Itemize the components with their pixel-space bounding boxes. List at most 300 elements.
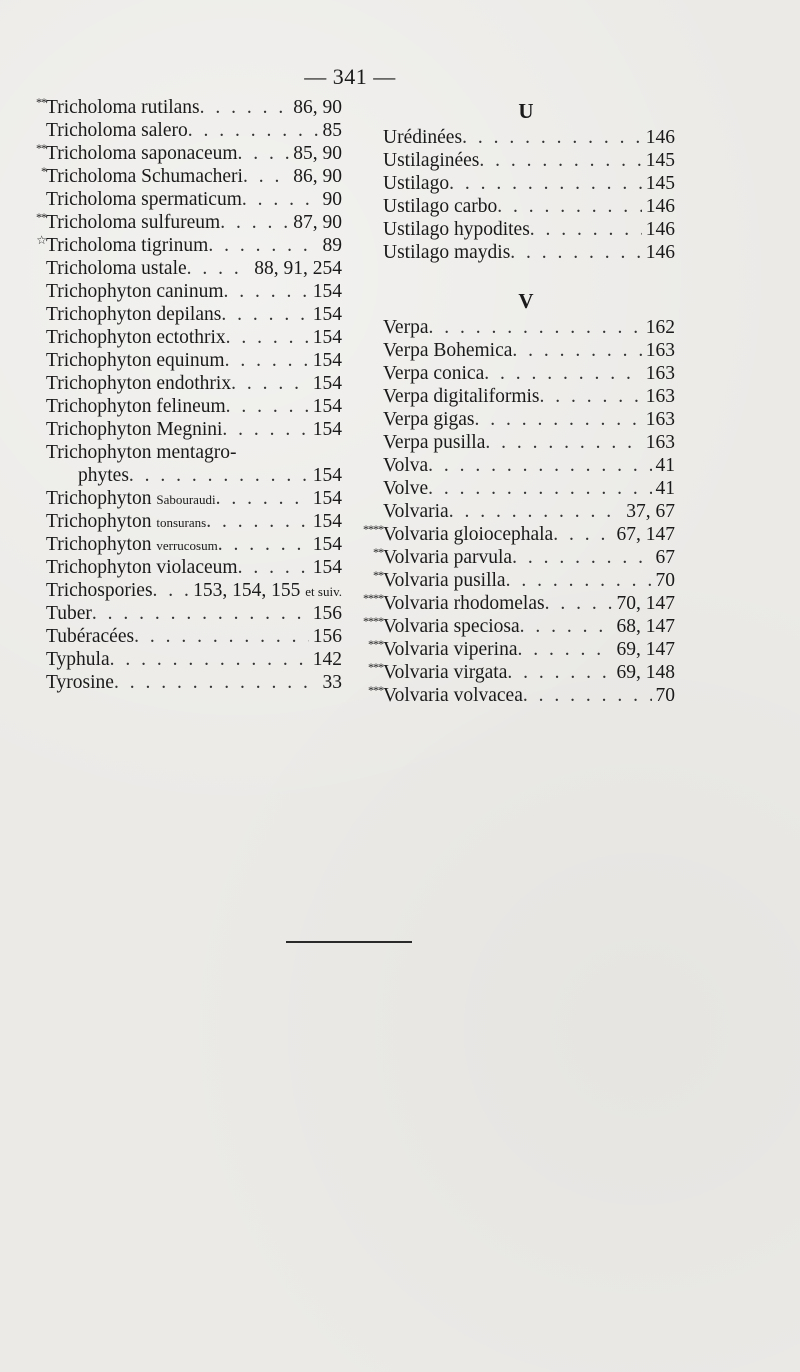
entry-name xyxy=(46,349,225,372)
section-heading-u: U xyxy=(518,99,534,123)
entry-pages-text: 154 xyxy=(312,304,342,325)
entry-pages-text: 154 xyxy=(312,281,342,302)
entry-pages-text: 154 xyxy=(312,534,342,555)
entry-name-text: Ustilago maydis xyxy=(383,242,511,263)
entry-pages xyxy=(309,464,342,487)
entry-name xyxy=(46,579,153,602)
entry-pages-text: 154 xyxy=(312,350,342,371)
entry-name xyxy=(383,362,484,385)
index-entry xyxy=(355,218,675,241)
leader-dots xyxy=(462,126,642,149)
leader-dots xyxy=(449,172,642,195)
entry-name xyxy=(383,385,540,408)
entry-pages xyxy=(652,684,676,707)
entry-pages xyxy=(309,372,342,395)
leader-dots xyxy=(428,316,641,339)
entry-name-text: Trichophyton depilans xyxy=(46,304,222,325)
entry-pages-text: 70, 147 xyxy=(616,593,675,614)
entry-name xyxy=(383,454,428,477)
entry-pages-text: 145 xyxy=(645,173,675,194)
entry-pages-text: 41 xyxy=(655,455,675,476)
entry-marker: **** xyxy=(363,591,383,605)
leader-dots xyxy=(475,408,642,431)
entry-name xyxy=(46,188,242,211)
entry-pages-text: 154 xyxy=(312,419,342,440)
entry-pages xyxy=(250,257,342,280)
entry-name-text: Verpa digitaliformis xyxy=(383,386,540,407)
entry-name xyxy=(46,234,208,257)
entry-name xyxy=(46,165,243,188)
section-u-entries xyxy=(355,126,675,264)
entry-pages xyxy=(642,316,675,339)
section-v-entries xyxy=(355,316,675,707)
entry-marker: ** xyxy=(36,141,46,155)
left-column xyxy=(30,96,342,694)
entry-marker: **** xyxy=(363,614,383,628)
entry-name-text: Trichospories xyxy=(46,580,153,601)
leader-dots xyxy=(428,454,651,477)
entry-pages-text: 88, 91, 254 xyxy=(254,258,342,279)
entry-pages xyxy=(642,218,675,241)
leader-dots xyxy=(206,510,309,533)
entry-pages xyxy=(319,234,343,257)
leader-dots xyxy=(512,339,641,362)
entry-marker: * xyxy=(41,164,46,178)
section-heading-v: V xyxy=(518,289,534,313)
entry-pages-text: 86, 90 xyxy=(293,166,342,187)
index-entry xyxy=(30,96,342,119)
entry-pages xyxy=(289,142,342,165)
entry-pages-text: 85, 90 xyxy=(293,143,342,164)
entry-pages xyxy=(309,625,342,648)
entry-name-text: Volvaria parvula xyxy=(383,547,513,568)
entry-pages xyxy=(622,500,675,523)
entry-marker: ** xyxy=(36,95,46,109)
entry-pages xyxy=(613,661,676,684)
entry-pages-text: 69, 147 xyxy=(616,639,675,660)
entry-pages xyxy=(309,648,342,671)
entry-pages xyxy=(289,165,342,188)
entry-name-small: tonsurans xyxy=(156,515,207,530)
index-entry xyxy=(30,648,342,671)
entry-pages-text: 41 xyxy=(655,478,675,499)
entry-pages-text: 163 xyxy=(645,409,675,430)
leader-dots xyxy=(520,615,613,638)
entry-pages-text: 154 xyxy=(312,327,342,348)
entry-pages xyxy=(613,592,676,615)
leader-dots xyxy=(507,661,612,684)
entry-name xyxy=(46,464,129,487)
entry-name xyxy=(46,395,226,418)
index-entry xyxy=(355,431,675,454)
entry-name-text: Urédinées xyxy=(383,127,463,148)
entry-name xyxy=(46,487,216,511)
index-entry xyxy=(30,119,342,142)
index-entry xyxy=(355,546,675,569)
entry-name-text: Tubéracées xyxy=(46,626,135,647)
index-entry xyxy=(30,142,342,165)
leader-dots xyxy=(242,188,319,211)
entry-name-text: Volvaria volvacea xyxy=(383,685,523,706)
leader-dots xyxy=(153,579,190,602)
entry-pages xyxy=(613,615,676,638)
leader-dots xyxy=(506,569,652,592)
entry-name xyxy=(46,257,187,280)
entry-pages-text: 146 xyxy=(645,242,675,263)
entry-pages-text: 154 xyxy=(312,396,342,417)
leader-dots xyxy=(225,349,309,372)
entry-pages xyxy=(309,303,342,326)
leader-dots xyxy=(223,280,308,303)
entry-pages xyxy=(642,172,675,195)
leader-dots xyxy=(188,119,319,142)
entry-pages-text: 70 xyxy=(655,570,675,591)
entry-name xyxy=(46,625,134,648)
entry-pages-text: 163 xyxy=(645,386,675,407)
entry-pages-text: 67, 147 xyxy=(616,524,675,545)
entry-pages xyxy=(289,211,342,234)
entry-name-text: Verpa gigas xyxy=(383,409,475,430)
entry-name-text: Tricholoma ustale xyxy=(46,258,187,279)
leader-dots xyxy=(129,464,309,487)
entry-name xyxy=(46,418,222,441)
index-entry xyxy=(30,349,342,372)
entry-pages xyxy=(642,241,675,264)
leader-dots xyxy=(545,592,613,615)
leader-dots xyxy=(110,648,309,671)
entry-name-text: Trichophyton mentagro- xyxy=(46,442,237,463)
entry-pages-text: 89 xyxy=(322,235,342,256)
leader-dots xyxy=(497,195,641,218)
entry-pages-text: 142 xyxy=(312,649,342,670)
entry-pages-text: 163 xyxy=(645,432,675,453)
index-entry xyxy=(355,172,675,195)
entry-marker: ** xyxy=(373,568,383,582)
entry-name-small: verrucosum xyxy=(156,538,218,553)
entry-pages xyxy=(309,280,342,303)
index-entry xyxy=(355,684,675,707)
entry-name xyxy=(46,119,188,142)
entry-name xyxy=(383,661,507,684)
entry-pages-text: 85 xyxy=(322,120,342,141)
entry-pages-text: 90 xyxy=(322,189,342,210)
entry-pages-text: 67 xyxy=(655,547,675,568)
entry-pages-text: 156 xyxy=(312,603,342,624)
index-entry xyxy=(30,372,342,395)
entry-name xyxy=(383,316,428,339)
entry-pages xyxy=(652,569,676,592)
entry-pages-text: 146 xyxy=(645,127,675,148)
index-entry xyxy=(30,441,342,464)
entry-name-text: Trichophyton xyxy=(46,534,152,555)
leader-dots xyxy=(523,684,652,707)
entry-pages-text: 154 xyxy=(312,488,342,509)
entry-name-text: Trichophyton endothrix xyxy=(46,373,232,394)
index-entry xyxy=(355,454,675,477)
entry-pages xyxy=(642,339,675,362)
entry-name-text: Tricholoma salero xyxy=(46,120,188,141)
entry-name xyxy=(383,172,449,195)
entry-marker: *** xyxy=(368,637,383,651)
entry-marker: *** xyxy=(368,683,383,697)
entry-pages-text: 70 xyxy=(655,685,675,706)
index-entry xyxy=(355,126,675,149)
entry-name-text: Typhula xyxy=(46,649,110,670)
entry-name-text: Volvaria rhodomelas xyxy=(383,593,545,614)
index-entry xyxy=(355,477,675,500)
entry-name xyxy=(383,523,553,546)
leader-dots xyxy=(226,395,309,418)
index-entry xyxy=(30,602,342,625)
leader-dots xyxy=(238,142,290,165)
entry-name-text: Tricholoma saponaceum xyxy=(46,143,238,164)
entry-pages-text: 69, 148 xyxy=(616,662,675,683)
section-gap xyxy=(355,264,675,286)
index-entry xyxy=(355,385,675,408)
entry-pages-text: 146 xyxy=(645,219,675,240)
entry-pages xyxy=(319,119,343,142)
entry-name-text: Tricholoma tigrinum xyxy=(46,235,209,256)
entry-pages xyxy=(309,602,342,625)
entry-name xyxy=(383,477,428,500)
entry-pages xyxy=(309,418,342,441)
entry-marker: ☆ xyxy=(36,233,46,247)
leader-dots xyxy=(200,96,290,119)
leader-dots xyxy=(92,602,309,625)
entry-pages-text: 146 xyxy=(645,196,675,217)
index-entry xyxy=(30,418,342,441)
entry-name xyxy=(383,500,449,523)
leader-dots xyxy=(517,638,612,661)
entry-name-text: Tricholoma sulfureum xyxy=(46,212,221,233)
entry-name xyxy=(46,648,110,671)
entry-name-text: Verpa Bohemica xyxy=(383,340,513,361)
leader-dots xyxy=(231,372,309,395)
index-entry xyxy=(30,234,342,257)
entry-name-text: Tricholoma Schumacheri xyxy=(46,166,243,187)
leader-dots xyxy=(218,533,309,556)
entry-pages xyxy=(189,579,342,603)
leader-dots xyxy=(530,218,642,241)
entry-pages-text: 145 xyxy=(645,150,675,171)
index-entry xyxy=(355,408,675,431)
entry-name xyxy=(46,96,200,119)
entry-pages xyxy=(652,477,676,500)
entry-pages xyxy=(309,395,342,418)
entry-pages xyxy=(652,454,676,477)
entry-name xyxy=(46,441,236,464)
entry-name xyxy=(383,684,523,707)
page-number: — 341 — xyxy=(304,64,396,89)
entry-pages-text: 86, 90 xyxy=(293,97,342,118)
entry-name xyxy=(46,602,92,625)
index-entry xyxy=(30,188,342,211)
leader-dots xyxy=(221,303,308,326)
entry-name-text: Trichophyton xyxy=(46,511,152,532)
entry-pages xyxy=(309,349,342,372)
leader-dots xyxy=(187,257,251,280)
entry-pages xyxy=(319,671,343,694)
entry-pages xyxy=(642,362,675,385)
end-rule xyxy=(286,941,412,943)
index-entry xyxy=(30,395,342,418)
entry-name-text: Ustilaginées xyxy=(383,150,480,171)
entry-pages xyxy=(613,523,676,546)
entry-pages xyxy=(309,533,342,556)
entry-name xyxy=(383,149,479,172)
entry-name xyxy=(46,510,206,534)
entry-name-text: Ustilago xyxy=(383,173,450,194)
index-entry xyxy=(355,500,675,523)
entry-name xyxy=(383,126,462,149)
entry-marker: ** xyxy=(36,210,46,224)
leader-dots xyxy=(222,418,308,441)
entry-pages-text: 37, 67 xyxy=(626,501,675,522)
leader-dots xyxy=(428,477,651,500)
entry-name-text: Trichophyton felineum xyxy=(46,396,226,417)
entry-pages-text: 68, 147 xyxy=(616,616,675,637)
entry-name-text: Volvaria gloiocephala xyxy=(383,524,554,545)
entry-name-text: Verpa pusilla xyxy=(383,432,486,453)
entry-pages-text: 163 xyxy=(645,363,675,384)
index-entry xyxy=(355,638,675,661)
entry-name xyxy=(46,280,223,303)
entry-pages-text: 87, 90 xyxy=(293,212,342,233)
entry-name-text: Ustilago hypodites xyxy=(383,219,530,240)
entry-name xyxy=(383,431,485,454)
entry-name-text: Volvaria speciosa xyxy=(383,616,520,637)
index-entry xyxy=(355,569,675,592)
index-entry xyxy=(30,303,342,326)
entry-pages-text: 163 xyxy=(645,340,675,361)
index-entry xyxy=(355,592,675,615)
index-entry xyxy=(30,487,342,510)
index-entry xyxy=(30,671,342,694)
index-entry xyxy=(30,280,342,303)
leader-dots xyxy=(220,211,289,234)
entry-pages-text: 33 xyxy=(322,672,342,693)
index-entry xyxy=(30,579,342,602)
index-entry xyxy=(355,523,675,546)
entry-pages xyxy=(289,96,342,119)
entry-name xyxy=(46,372,231,395)
entry-pages xyxy=(309,510,342,533)
entry-name xyxy=(46,533,218,557)
entry-name-text: Volvaria viperina xyxy=(383,639,518,660)
index-entry xyxy=(30,326,342,349)
entry-pages xyxy=(309,326,342,349)
entry-name xyxy=(383,408,475,431)
entry-name-text: Volvaria pusilla xyxy=(383,570,506,591)
leader-dots xyxy=(114,671,319,694)
leader-dots xyxy=(243,165,289,188)
entry-pages xyxy=(319,188,343,211)
entry-pages xyxy=(642,408,675,431)
leader-dots xyxy=(479,149,641,172)
index-entry xyxy=(30,533,342,556)
leader-dots xyxy=(226,326,309,349)
entry-name xyxy=(383,546,512,569)
entry-pages xyxy=(642,195,675,218)
index-entry xyxy=(355,339,675,362)
entry-name xyxy=(46,556,238,579)
index-entry xyxy=(30,556,342,579)
leader-dots xyxy=(208,234,318,257)
entry-pages-text: 154 xyxy=(312,465,342,486)
entry-name-text: Ustilago carbo xyxy=(383,196,498,217)
entry-marker: ** xyxy=(373,545,383,559)
index-entry xyxy=(355,241,675,264)
entry-marker: *** xyxy=(368,660,383,674)
leader-dots xyxy=(484,362,642,385)
entry-name-text: Tricholoma spermaticum xyxy=(46,189,242,210)
entry-pages-text: 154 xyxy=(312,373,342,394)
entry-name xyxy=(383,615,520,638)
leader-dots xyxy=(553,523,612,546)
entry-name xyxy=(46,303,221,326)
entry-name-text: phytes xyxy=(78,465,129,486)
entry-name xyxy=(46,326,226,349)
entry-name xyxy=(383,592,545,615)
entry-name xyxy=(46,142,238,165)
index-entry xyxy=(30,510,342,533)
entry-pages-text: 162 xyxy=(645,317,675,338)
leader-dots xyxy=(238,556,309,579)
entry-pages-text: 154 xyxy=(312,557,342,578)
entry-name xyxy=(46,211,220,234)
entry-name-text: Trichophyton equinum xyxy=(46,350,225,371)
entry-name xyxy=(383,569,506,592)
entry-name-text: Tricholoma rutilans xyxy=(46,97,200,118)
entry-name-text: Trichophyton ectothrix xyxy=(46,327,226,348)
entry-name xyxy=(383,218,530,241)
entry-pages xyxy=(642,149,675,172)
entry-name xyxy=(383,241,510,264)
right-column xyxy=(355,96,675,707)
index-entry xyxy=(355,661,675,684)
index-entry xyxy=(355,615,675,638)
entry-name-text: Volva xyxy=(383,455,429,476)
entry-pages xyxy=(652,546,676,569)
entry-name-small: Sabouraudi xyxy=(156,492,216,507)
leader-dots xyxy=(216,487,309,510)
entry-name-text: Tyrosine xyxy=(46,672,114,693)
leader-dots xyxy=(485,431,641,454)
entry-name xyxy=(46,671,114,694)
entry-marker: **** xyxy=(363,522,383,536)
index-entry xyxy=(355,362,675,385)
entry-name-text: Trichophyton xyxy=(46,488,152,509)
leader-dots xyxy=(449,500,623,523)
leader-dots xyxy=(540,385,642,408)
entry-name-text: Trichophyton violaceum xyxy=(46,557,238,578)
entry-pages xyxy=(642,126,675,149)
leader-dots xyxy=(512,546,651,569)
index-entry xyxy=(355,195,675,218)
index-entry xyxy=(30,464,342,487)
entry-name xyxy=(383,638,517,661)
entry-pages xyxy=(309,487,342,510)
index-entry xyxy=(30,211,342,234)
entry-name-text: Volvaria xyxy=(383,501,449,522)
entry-name-text: Verpa xyxy=(383,317,429,338)
entry-pages-text: 153, 154, 155 xyxy=(193,580,301,601)
index-entry xyxy=(30,257,342,280)
index-entry xyxy=(30,625,342,648)
entry-name-text: Trichophyton Megnini xyxy=(46,419,223,440)
index-entry xyxy=(355,316,675,339)
entry-name-text: Verpa conica xyxy=(383,363,485,384)
